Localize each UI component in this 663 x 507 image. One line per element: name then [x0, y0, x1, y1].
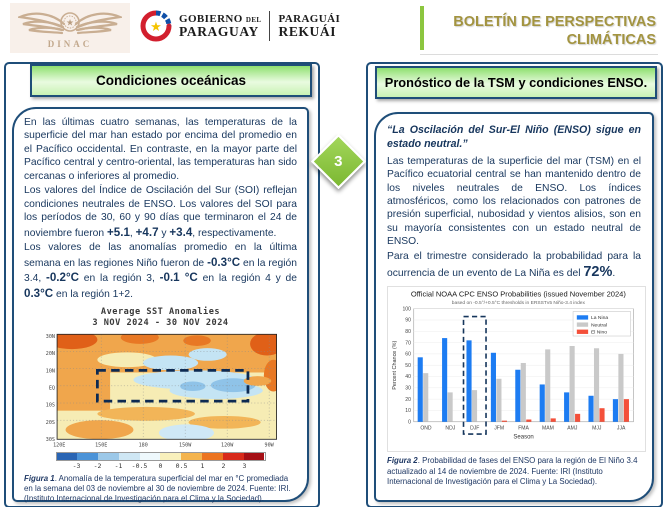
colorbar-label: 0	[158, 461, 163, 470]
bar-neutral-JFM	[496, 379, 501, 422]
figure2	[387, 286, 641, 487]
colorbar-segment	[244, 453, 265, 460]
svg-text:La Nina: La Nina	[590, 315, 609, 322]
svg-text:30S: 30S	[45, 436, 55, 443]
bar-la-nina-JJA	[613, 400, 618, 423]
enso-forecast-box	[374, 112, 654, 502]
colorbar-segment	[223, 453, 244, 460]
gov-line-rekuai: REKUÁI	[278, 23, 337, 39]
paraguay-emblem-icon	[140, 10, 172, 42]
gov-line-paraguai: PARAGUÁI	[278, 12, 341, 25]
svg-text:Season: Season	[513, 435, 534, 442]
svg-text:NDJ: NDJ	[445, 425, 456, 432]
bar-neutral-NDJ	[448, 393, 453, 422]
soi-30-value: +5.1	[107, 225, 130, 239]
colorbar-label: 0.5	[175, 461, 188, 470]
bar-la-nina-JFM	[491, 353, 496, 422]
bar-neutral-AMJ	[570, 346, 575, 422]
gov-line-paraguay: PARAGUAY	[179, 23, 259, 39]
nino-anomaly-text: Los valores de las anomalías promedio en la última semana en las regiones Niño fueron de	[24, 242, 297, 269]
figure1	[24, 307, 297, 504]
left-panel-title-label: Condiciones oceánicas	[95, 73, 247, 88]
svg-text:30N: 30N	[45, 333, 55, 340]
colorbar-segment	[160, 453, 181, 460]
soi-text: Los valores del Índice de Oscilación del Sur (SOI) reflejan condiciones neutrales de ENSO. Los valores del SOI para los períodos de 30, 60 y 90 días que terminaron el 24 de noviembre fueron	[24, 185, 297, 239]
svg-text:90: 90	[405, 318, 411, 325]
bar-la-nina-DJF	[466, 341, 471, 422]
svg-text:AMJ: AMJ	[567, 425, 578, 432]
enso-quote: “La Oscilación del Sur-El Niño (ENSO) sigue en estado neutral.”	[387, 124, 641, 150]
sst-map-title: Average SST Anomalies 3 NOV 2024 - 30 NOV 2024	[92, 307, 229, 329]
colorbar-segment	[77, 453, 98, 460]
svg-text:MJJ: MJJ	[592, 425, 602, 432]
colorbar-label: 3	[242, 461, 247, 470]
bar-el-nino-FMA	[526, 420, 531, 422]
svg-text:70: 70	[405, 340, 411, 347]
dinac-logo-label: DINAC	[47, 39, 93, 49]
svg-text:★: ★	[150, 19, 162, 34]
gobierno-paraguay-logo	[140, 10, 340, 42]
svg-text:90W: 90W	[264, 442, 274, 449]
svg-text:150W: 150W	[178, 442, 191, 449]
enso-chart	[387, 286, 646, 452]
sst-colorbar	[56, 452, 266, 470]
svg-text:20: 20	[405, 397, 411, 404]
ocean-conditions-box	[12, 107, 309, 502]
svg-text:Percent Chance (%): Percent Chance (%)	[391, 341, 398, 391]
left-panel-title	[30, 64, 312, 97]
figure1-caption-label: Figura 1	[24, 473, 55, 483]
bulletin-title-line2: CLIMÁTICAS	[566, 32, 656, 49]
bar-la-nina-NDJ	[442, 338, 447, 422]
svg-text:40: 40	[405, 374, 411, 381]
colorbar-label: -1	[114, 461, 123, 470]
colorbar-segment	[57, 453, 78, 460]
svg-text:50: 50	[405, 363, 411, 370]
bar-el-nino-JJA	[624, 400, 629, 423]
right-panel-title-label: Pronóstico de la TSM y condiciones ENSO.	[384, 75, 648, 90]
gov-logo-divider	[269, 11, 270, 41]
la-nina-probability-value: 72%	[583, 264, 613, 281]
svg-text:JFM: JFM	[494, 425, 505, 432]
bar-neutral-JJA	[618, 354, 623, 422]
svg-text:30: 30	[405, 385, 411, 392]
sst-anomaly-map	[38, 331, 284, 450]
nino34-anomaly-value: -0.3°C	[207, 255, 241, 269]
soi-90-value: +3.4	[169, 225, 193, 239]
svg-text:JJA: JJA	[616, 425, 626, 432]
bar-neutral-MJJ	[594, 349, 599, 423]
svg-text:DJF: DJF	[470, 425, 480, 432]
svg-text:10: 10	[405, 408, 411, 415]
svg-text:10N: 10N	[45, 368, 55, 375]
ocean-paragraph-2: Los valores del Índice de Oscilación del Sur (SOI) reflejan condiciones neutrales de ENSO. Los valores del SOI para los períodos de 30, 60 y 90 días que terminaron el 24 de noviembre fueron +5.1, +4.7 y +3.4, respectivamente.	[24, 185, 297, 239]
la-nina-probability-text: Para el trimestre considerado la probabilidad para la ocurrencia de un evento de La Niña es del	[387, 250, 641, 280]
svg-text:0: 0	[408, 419, 411, 426]
soi-60-value: +4.7	[135, 225, 159, 239]
bar-la-nina-MJJ	[588, 396, 593, 422]
page-number-label: 3	[334, 153, 343, 170]
colorbar-label: 2	[221, 461, 226, 470]
colorbar-segment	[140, 453, 161, 460]
dinac-wings-icon	[18, 7, 122, 41]
bar-el-nino-JFM	[502, 421, 507, 422]
sst-colorbar-labels	[56, 461, 266, 470]
enso-paragraph-1: Las temperaturas de la superficie del mar (TSM) en el Pacífico ecuatorial central se han mantenido dentro de los niveles neutrales de ENSO. Los índices atmosféricos, como los relacionados con patrones de presión superficial, nubosidad y vientos alisios, son en su mayoría consistentes con un estado neutral de ENSO.	[387, 155, 641, 248]
svg-text:80: 80	[405, 329, 411, 336]
ocean-paragraph-3: Los valores de las anomalías promedio en la última semana en las regiones Niño fueron de -0.3°C en la región 3.4, -0.2°C en la región 3, -0.1 °C en la región 4 y de 0.3°C en la región 1+2.	[24, 242, 298, 300]
bar-neutral-OND	[423, 374, 428, 423]
nino3-anomaly-value: -0.2°C	[45, 271, 79, 285]
colorbar-label: -0.5	[131, 461, 148, 470]
colorbar-label: -2	[93, 461, 102, 470]
svg-text:MAM: MAM	[542, 425, 554, 432]
figure2-caption: Figura 2. Probabilidad de fases del ENSO para la región de El Niño 3.4 actualizado al 14 de noviembre de 2024. Fuente: IRI (Instituto Internacional de Investigación para el Clima y La Sociedad).	[387, 456, 638, 486]
svg-text:100: 100	[402, 306, 411, 313]
bar-el-nino-MJJ	[599, 409, 604, 423]
bar-el-nino-AMJ	[575, 414, 580, 422]
bar-neutral-FMA	[521, 363, 526, 422]
svg-text:Official NOAA CPC ENSO Probabi: Official NOAA CPC ENSO Probabilities (issued November 2024)	[410, 289, 626, 299]
svg-text:★: ★	[65, 17, 75, 28]
svg-text:120W: 120W	[220, 442, 233, 449]
colorbar-segment	[181, 453, 202, 460]
bulletin-title	[420, 6, 658, 55]
svg-text:Neutral: Neutral	[590, 322, 608, 329]
dinac-logo	[10, 3, 130, 53]
gobierno-paraguay-wordmark	[179, 11, 340, 41]
colorbar-segment	[98, 453, 119, 460]
bar-la-nina-AMJ	[564, 393, 569, 422]
bulletin-title-line1: BOLETÍN DE PERSPECTIVAS	[453, 14, 656, 30]
nino4-anomaly-value: -0.1 °C	[159, 271, 198, 285]
colorbar-segment	[119, 453, 140, 460]
figure2-caption-label: Figura 2	[387, 456, 418, 466]
bar-la-nina-OND	[418, 358, 423, 422]
svg-text:10S: 10S	[45, 402, 55, 409]
green-accent-bar	[420, 6, 424, 50]
svg-text:EQ: EQ	[48, 385, 55, 392]
bar-la-nina-FMA	[515, 370, 520, 422]
svg-text:60: 60	[405, 352, 411, 359]
svg-text:20N: 20N	[45, 350, 55, 357]
map-x-axis-labels	[53, 442, 275, 448]
svg-text:20S: 20S	[45, 419, 55, 426]
right-panel-title	[375, 66, 657, 99]
bar-el-nino-MAM	[551, 419, 556, 422]
ocean-paragraph-1: En las últimas cuatro semanas, las temperaturas de la superficie del mar han estado por encima del promedio en el Pacífico occidental. En contraste, en la mayor parte del Pacífico central y centro-oriental, las temperaturas han sido cercanas o inferiores al promedio.	[24, 117, 297, 182]
map-y-axis-labels	[45, 334, 54, 443]
colorbar-segment	[202, 453, 223, 460]
svg-text:120E: 120E	[52, 442, 65, 449]
svg-text:150E: 150E	[94, 442, 107, 449]
svg-text:FMA: FMA	[518, 425, 529, 432]
colorbar-label: -3	[72, 461, 81, 470]
svg-text:El Nino: El Nino	[590, 329, 608, 336]
svg-text:OND: OND	[420, 425, 432, 432]
bar-neutral-DJF	[472, 391, 477, 423]
sst-colorbar-segments	[56, 452, 266, 461]
bar-la-nina-MAM	[540, 385, 545, 422]
bulletin-title-text	[453, 13, 656, 49]
svg-text:based on -0.5°/+0.5°C threshol: based on -0.5°/+0.5°C thresholds in ERSSTv5 Niño-3.4 index	[451, 301, 585, 307]
gov-line-del: DEL	[245, 15, 262, 24]
enso-paragraph-2: Para el trimestre considerado la probabilidad para la ocurrencia de un evento de La Niña es del 72%.	[387, 250, 641, 281]
figure1-caption: Figura 1. Anomalía de la temperatura superficial del mar en °C promediada en la semana del 03 de noviembre al 30 de noviembre de 2024. Fuente: IRI. (Instituto Internacional de Investigación para el Clima y la Sociedad).	[24, 473, 291, 504]
colorbar-label: 1	[200, 461, 205, 470]
bar-neutral-MAM	[545, 350, 550, 422]
svg-text:180: 180	[138, 442, 148, 449]
nino12-anomaly-value: 0.3°C	[24, 286, 54, 300]
gov-line-gobierno: GOBIERNO	[179, 12, 243, 25]
